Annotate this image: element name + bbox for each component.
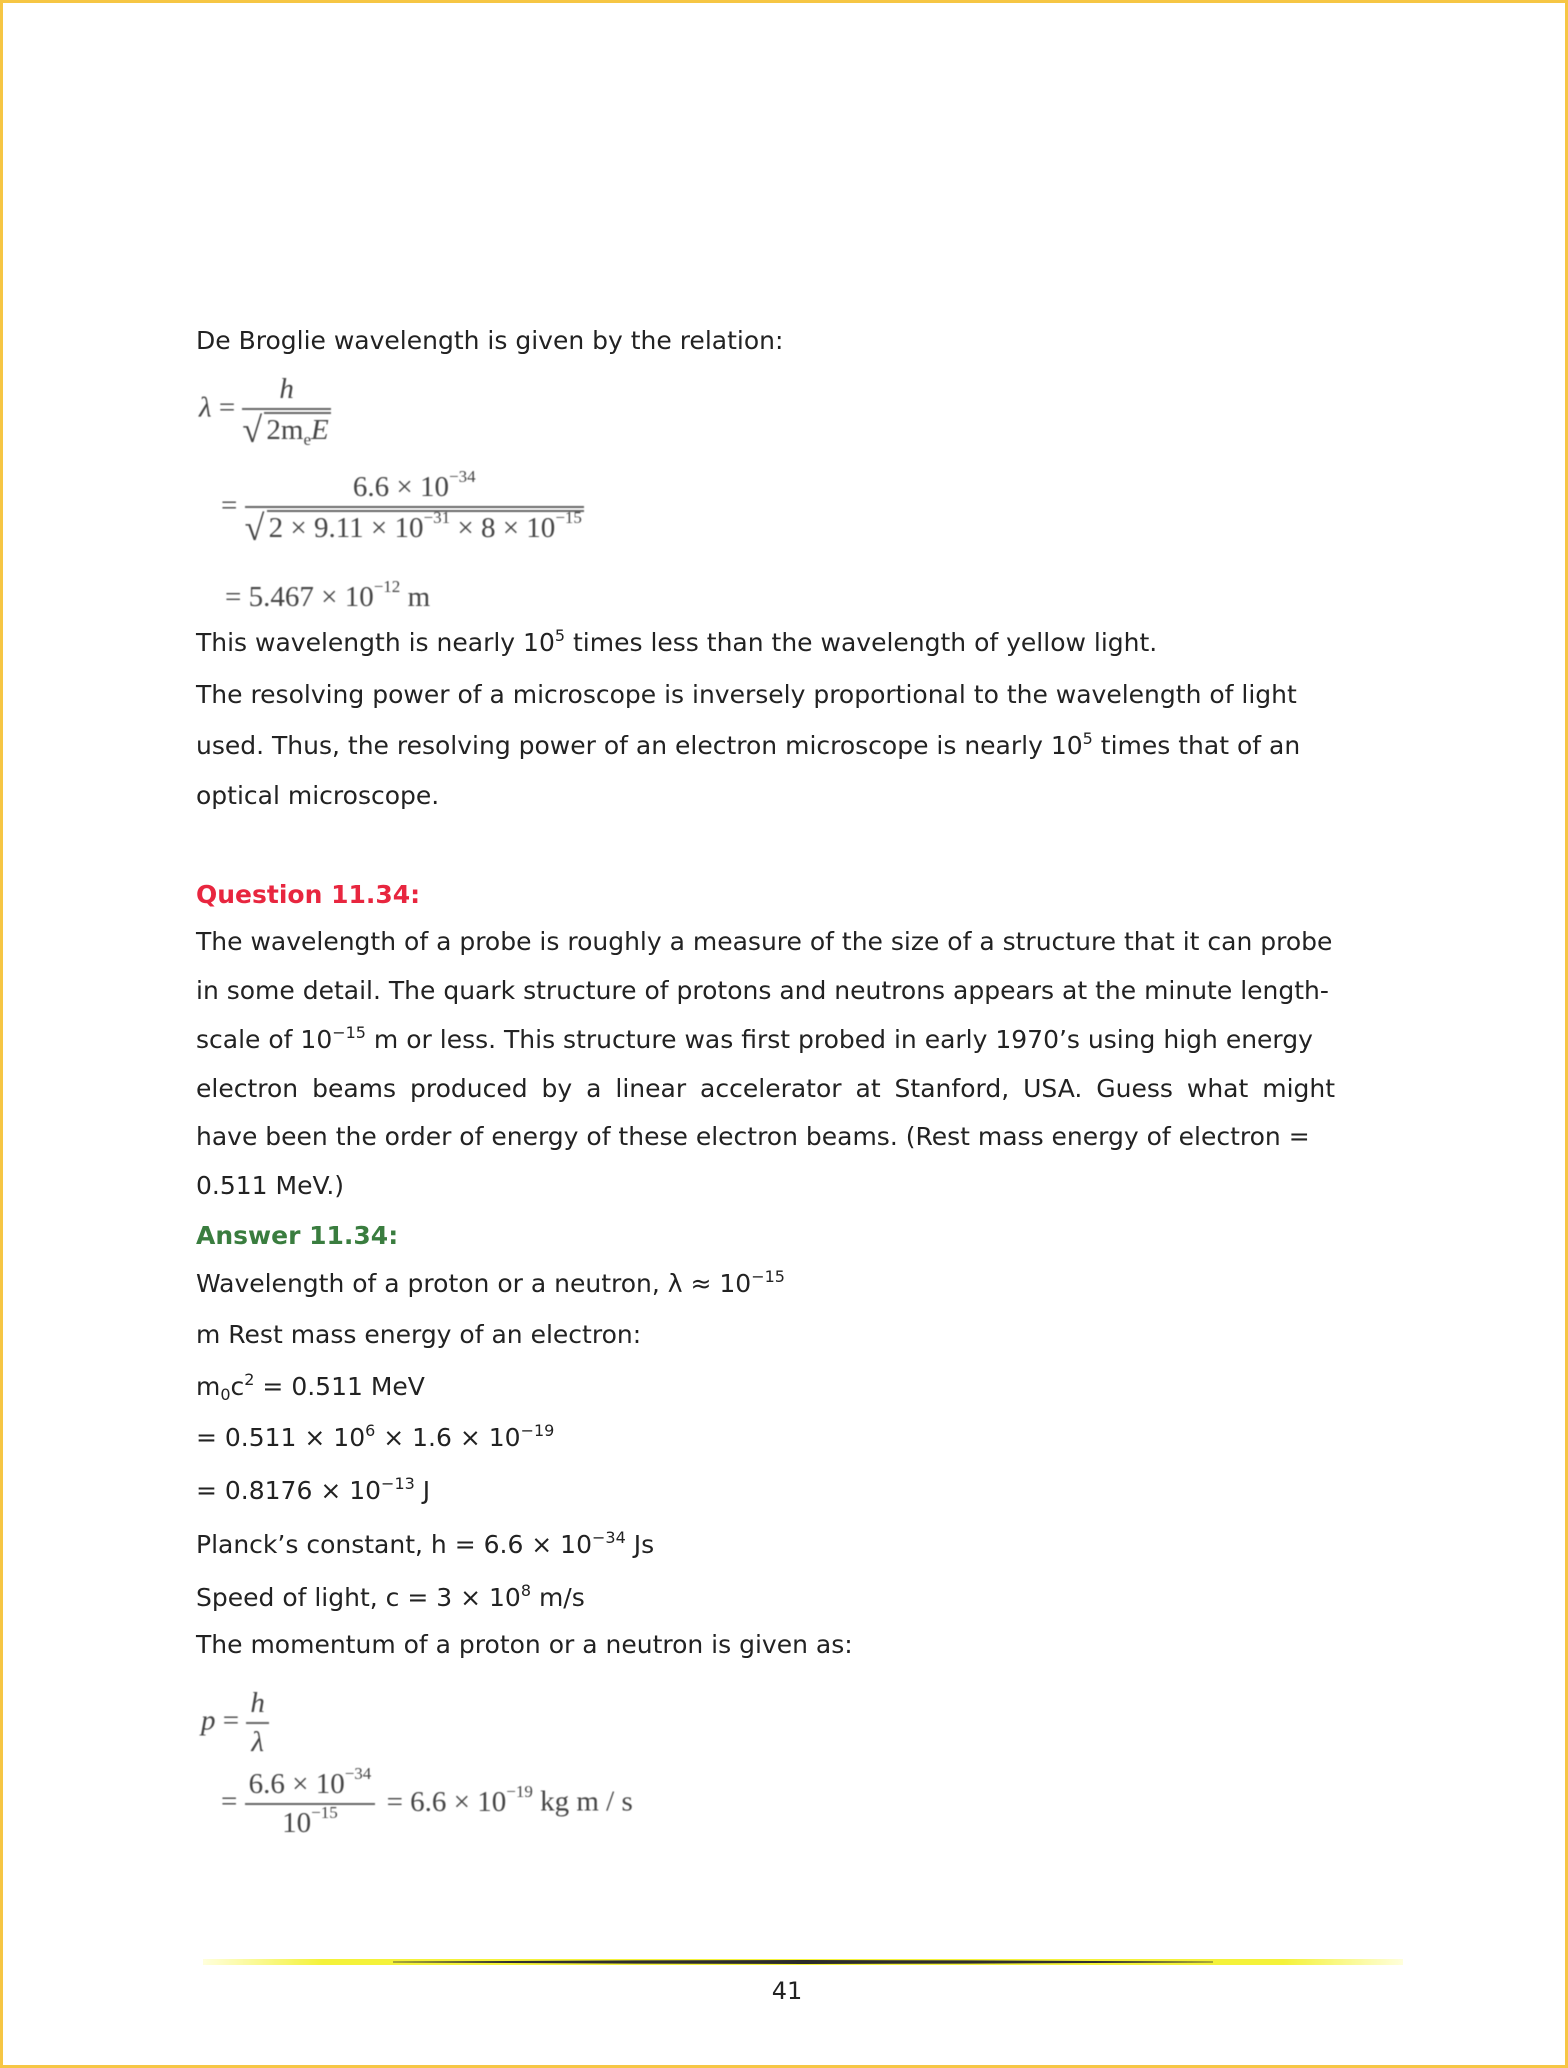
- text: = 0.511 MeV: [254, 1372, 425, 1401]
- text: used. Thus, the resolving power of an electron microscope is nearly 10: [196, 731, 1083, 760]
- question-line: The wavelength of a probe is roughly a measure of the size of a structure that it can probe: [196, 927, 1333, 956]
- text: × 1.6 × 10: [375, 1423, 521, 1452]
- exponent: −31: [423, 508, 451, 527]
- text: Planck’s constant, h = 6.6 × 10: [196, 1530, 592, 1559]
- subscript: e: [303, 430, 312, 449]
- fraction: [244, 467, 584, 548]
- intro-text: De Broglie wavelength is given by the relation:: [196, 326, 784, 355]
- denominator-value: 10: [282, 1807, 312, 1839]
- result-value: = 6.6 × 10: [386, 1785, 507, 1818]
- momentum-symbol: p: [201, 1704, 216, 1737]
- formula-momentum: [201, 1687, 269, 1759]
- formula-de-broglie: [199, 373, 331, 450]
- numerator: [242, 373, 330, 408]
- numerator-value: 6.6 × 10: [248, 1768, 345, 1800]
- exponent: −15: [311, 1803, 338, 1822]
- numerator: [245, 467, 584, 506]
- denominator: [246, 1724, 269, 1759]
- exponent: 2: [244, 1370, 255, 1389]
- radicand: [267, 510, 584, 545]
- text: times less than the wavelength of yellow light.: [565, 628, 1158, 657]
- denominator: [245, 1805, 376, 1840]
- equals-sign: =: [222, 1704, 240, 1737]
- unit: kg m / s: [532, 1785, 633, 1818]
- page-number: 41: [771, 1977, 803, 2005]
- unit: Js: [625, 1530, 655, 1559]
- text: m: [196, 1372, 221, 1401]
- numerator: [245, 1764, 376, 1803]
- formula-result: [225, 577, 431, 614]
- exponent: −13: [381, 1474, 415, 1493]
- question-heading: Question 11.34:: [196, 880, 421, 909]
- text: Wavelength of a proton or a neutron, λ ≈ 10: [196, 1269, 752, 1298]
- result-value: = 5.467 × 10: [225, 581, 374, 613]
- question-line: electron beams produced by a linear accelerator at Stanford, USA. Guess what might: [196, 1074, 1336, 1103]
- energy-symbol: E: [311, 414, 329, 446]
- answer-line: [196, 1372, 1373, 1405]
- exponent: −19: [506, 1781, 533, 1801]
- exponent: 5: [554, 626, 566, 645]
- exponent: 6: [365, 1421, 376, 1440]
- paragraph-line: [196, 731, 1373, 764]
- equals-sign: =: [221, 489, 238, 522]
- exponent: −19: [520, 1421, 555, 1440]
- answer-line: [196, 1530, 1373, 1563]
- radicand-term: 2m: [266, 414, 304, 446]
- radicand-term: × 8 × 10: [450, 512, 556, 544]
- exponent: −15: [332, 1023, 366, 1042]
- exponent: 8: [520, 1581, 531, 1600]
- lambda-symbol: λ: [251, 1726, 264, 1758]
- paragraph-line: [196, 628, 1373, 661]
- answer-heading: Answer 11.34:: [196, 1221, 399, 1250]
- equals-sign: =: [218, 391, 236, 424]
- square-root: [244, 508, 584, 548]
- lambda-symbol: λ: [199, 391, 212, 424]
- equals-sign: =: [221, 1785, 238, 1818]
- exponent: −15: [751, 1267, 785, 1286]
- denominator: [244, 508, 584, 548]
- fraction: [242, 373, 330, 450]
- text: = 0.8176 × 10: [196, 1476, 382, 1505]
- unit: J: [414, 1476, 431, 1505]
- radical-icon: √: [244, 508, 265, 548]
- radical-icon: √: [242, 410, 263, 450]
- subscript: 0: [220, 1385, 231, 1404]
- text: c: [230, 1372, 245, 1401]
- question-line: [196, 1025, 1373, 1058]
- numerator: [246, 1687, 269, 1722]
- h-symbol: h: [250, 1687, 265, 1719]
- square-root: [242, 410, 330, 450]
- question-line: 0.511 MeV.): [196, 1171, 345, 1200]
- exponent: −12: [373, 577, 401, 596]
- exponent: 5: [1082, 729, 1093, 748]
- answer-line: [196, 1423, 1373, 1456]
- answer-line: [196, 1583, 1373, 1616]
- answer-line: [196, 1269, 1373, 1302]
- unit: m/s: [531, 1583, 585, 1612]
- answer-line: The momentum of a proton or a neutron is given as:: [196, 1630, 853, 1659]
- numerator-value: 6.6 × 10: [352, 471, 450, 503]
- paragraph-line: The resolving power of a microscope is inversely proportional to the wavelength of light: [196, 680, 1297, 709]
- unit: m: [400, 581, 431, 613]
- fraction: [245, 1764, 376, 1840]
- answer-line: [196, 1476, 1373, 1509]
- formula-substitution: [221, 467, 584, 548]
- text: = 0.511 × 10: [196, 1423, 366, 1452]
- paragraph-line: optical microscope.: [196, 781, 440, 810]
- text: Speed of light, c = 3 × 10: [196, 1583, 521, 1612]
- text: This wavelength is nearly 10: [196, 628, 555, 657]
- text: times that of an: [1092, 731, 1301, 760]
- radicand: [264, 412, 330, 447]
- exponent: −34: [592, 1528, 626, 1547]
- denominator: [242, 410, 330, 450]
- answer-line: m Rest mass energy of an electron:: [196, 1320, 642, 1349]
- radicand-term: 2 × 9.11 × 10: [268, 512, 424, 544]
- question-line: in some detail. The quark structure of protons and neutrons appears at the minute length-: [196, 976, 1329, 1005]
- exponent: −15: [555, 508, 582, 527]
- question-line: have been the order of energy of these electron beams. (Rest mass energy of electron =: [196, 1122, 1310, 1151]
- h-symbol: h: [279, 373, 294, 405]
- text: scale of 10: [196, 1025, 333, 1054]
- text: m or less. This structure was first probed in early 1970’s using high energy: [365, 1025, 1313, 1054]
- exponent: −34: [449, 467, 476, 486]
- fraction: [246, 1687, 269, 1759]
- formula-momentum-result: [221, 1764, 633, 1840]
- exponent: −34: [344, 1764, 372, 1783]
